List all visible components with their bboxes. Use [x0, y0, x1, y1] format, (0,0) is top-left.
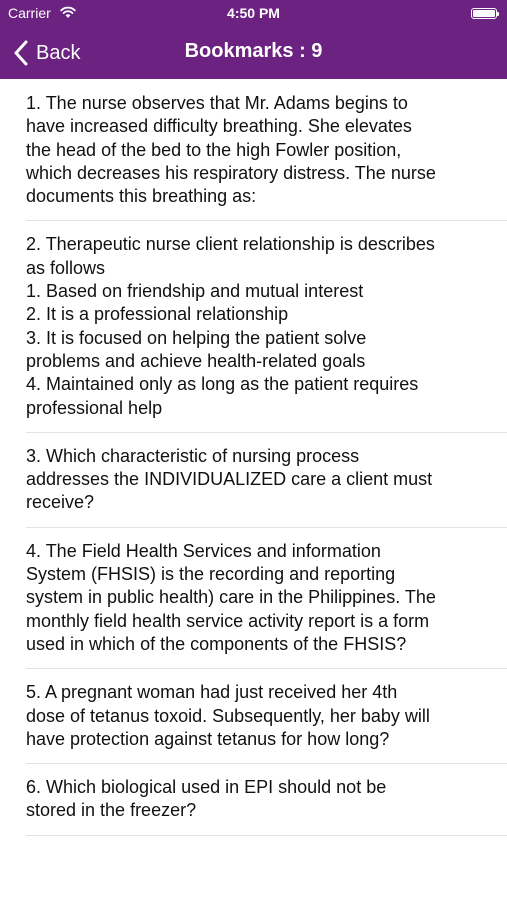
bookmark-item[interactable]: 1. The nurse observes that Mr. Adams begins to have increased difficulty breathing. She elevates the head of the bed to the high Fowler position, which decreases his respiratory distress. The nurse documents this breathing as: — [26, 79, 507, 221]
header — [0, 0, 507, 79]
back-button-label: Back — [36, 41, 81, 64]
bookmarks-list — [0, 79, 507, 836]
bookmark-item[interactable]: 5. A pregnant woman had just received her 4th dose of tetanus toxoid. Subsequently, her baby will have protection against tetanus for how long? — [26, 669, 507, 764]
page-title: Bookmarks : 9 — [184, 40, 323, 62]
battery-icon — [471, 8, 497, 19]
status-time: 4:50 PM — [227, 5, 280, 21]
bookmark-item[interactable]: 2. Therapeutic nurse client relationship is describes as follows 1. Based on friendship and mutual interest 2. It is a professional relationship 3. It is focused on helping the patient solve problems and achieve health-related goals 4. Maintained only as long as the patient requires professional help — [26, 221, 507, 432]
bookmark-item[interactable]: 3. Which characteristic of nursing process addresses the INDIVIDUALIZED care a client must receive? — [26, 433, 507, 528]
bookmark-item[interactable]: 4. The Field Health Services and information System (FHSIS) is the recording and reporting system in public health) care in the Philippines. The monthly field health service activity report is a form used in which of the components of the FHSIS? — [26, 528, 507, 669]
status-bar — [0, 0, 507, 28]
carrier-label: Carrier — [8, 5, 51, 21]
bookmark-item[interactable]: 6. Which biological used in EPI should not be stored in the freezer? — [26, 764, 507, 836]
navigation-bar — [0, 28, 507, 79]
